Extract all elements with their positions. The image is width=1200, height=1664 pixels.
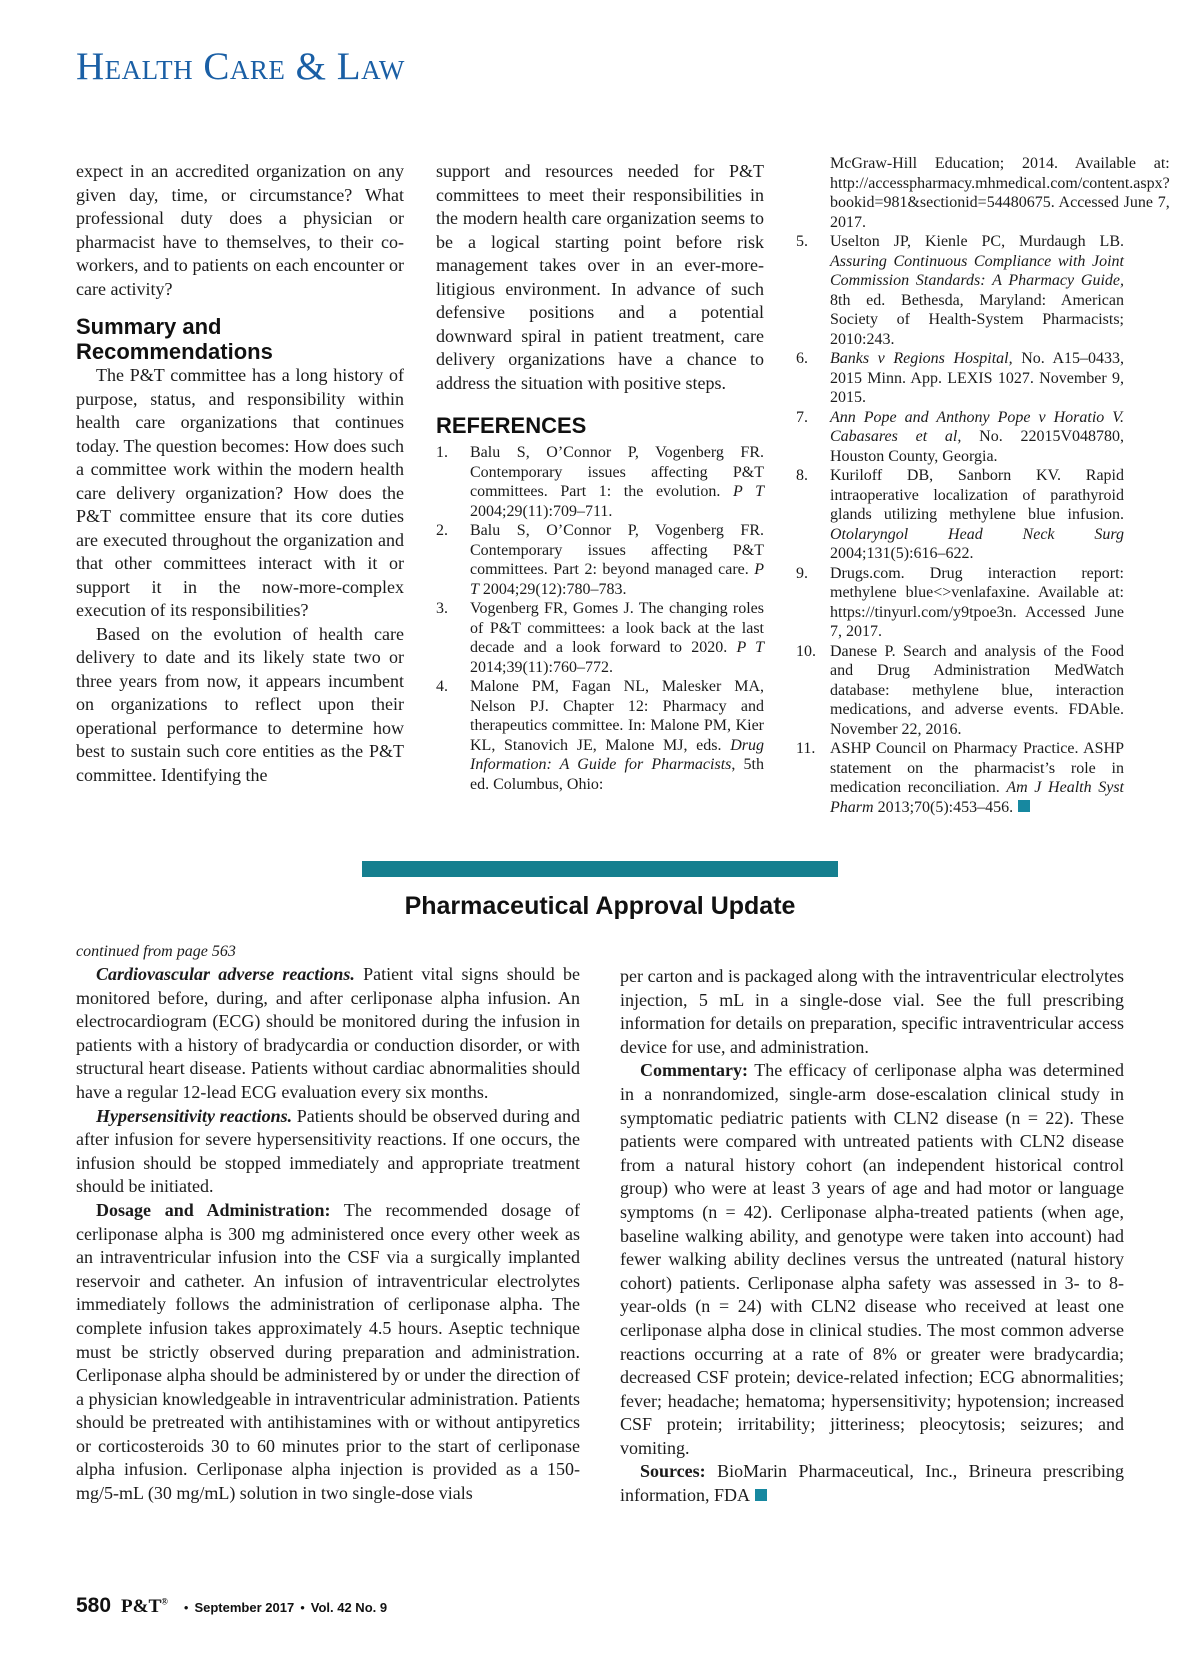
left-column (76, 160, 404, 787)
continued-note: continued from page 563 (76, 943, 236, 960)
reference-item: 7. Ann Pope and Anthony Pope v Horatio V. Cabasares et al, No. 22015V048780, Houston County, Georgia. (796, 408, 1124, 465)
paragraph: support and resources needed for P&T committees to meet their responsibilities in the modern health care organization seems to be a logical starting point before risk management takes over in an ever-more-litigious environment. In advance of such defensive positions and a potential downward spiral in patient treatment, care delivery organizations have a chance to address the situation with positive steps. (436, 161, 764, 393)
paragraph: Commentary: The efficacy of cerliponase alpha was determined in a nonrandomized, single-arm dose-escalation clinical study in symptomatic pediatric patients with CLN2 disease (n = 22). These patients were compared with untreated patients with CLN2 disease from a natural history cohort (an independent historical control group) who were at least 3 years of age and had motor or language symptoms (n = 42). Cerliponase alpha-treated patients (when age, baseline walking ability, and genotype were taken into account) had fewer walking ability declines versus the untreated (natural history cohort) patients. Cerliponase alpha safety was assessed in 3- to 8-year-olds (n = 24) with CLN2 disease who received at least one cerliponase alpha dose in clinical studies. The most common adverse reactions occurring at a rate of 8% or greater were bradycardia; decreased CSF protein; device-related infection; ECG abnormalities; fever; headache; hematoma; hypersensitivity; hypotension; increased CSF protein; irritability; jitteriness; pleocytosis; seizures; and vomiting. (620, 1060, 1124, 1458)
issue-date: September 2017 (194, 1600, 295, 1615)
reference-item: 5. Uselton JP, Kienle PC, Murdaugh LB. Assuring Continuous Compliance with Joint Commission Standards: A Pharmacy Guide, 8th ed. Bethesda, Maryland: American Society of Health-System Pharmacists; 2010:243. (796, 233, 1124, 348)
reference-item: 2. Balu S, O’Connor P, Vogenberg FR. Contemporary issues affecting P&T committees. Part 2: beyond managed care. P T 2004;29(12):780–783. (436, 522, 764, 598)
reference-item: 3. Vogenberg FR, Gomes J. The changing roles of P&T committees: a look back at the last decade and a look forward to 2020. P T 2014;39(11):760–772. (436, 600, 765, 676)
reference-item: 9. Drugs.com. Drug interaction report: methylene blue<>venlafaxine. Available at: https://tinyurl.com/y9tpoe3n. Accessed June 7, 2017. (796, 564, 1124, 640)
end-mark-icon (755, 1489, 767, 1501)
reference-item: 4. Malone PM, Fagan NL, Malesker MA, Nelson PJ. Chapter 12: Pharmacy and therapeutics committee. In: Malone PM, Kier KL, Stanovich JE, Malone MJ, eds. Drug Information: A Guide for Pharmacists, 5th ed. Columbus, Ohio: (436, 678, 764, 793)
references-heading: REFERENCES (436, 413, 587, 438)
summary-heading: Summary and Recommendations (76, 314, 273, 364)
pau-left-column (76, 941, 580, 1506)
section-divider-bar (362, 861, 838, 877)
reference-item: McGraw-Hill Education; 2014. Available at: http://accesspharmacy.mhmedical.com/content.aspx?bookid=981&sectionid=54480675. Accessed June 7, 2017. (830, 155, 1170, 231)
reference-item: 1. Balu S, O’Connor P, Vogenberg FR. Contemporary issues affecting P&T committees. Part 1: the evolution. P T 2004;29(11):709–711. (436, 444, 764, 520)
paragraph: Based on the evolution of health care delivery to date and its likely state two or three years from now, it appears incumbent on organizations to reflect upon their operational performance to determine how best to sustain such core entities as the P&T committee. Identifying the (76, 623, 404, 785)
paragraph: expect in an accredited organization on any given day, time, or circumstance? What professional duty does a physician or pharmacist have to themselves, to their co-workers, and to patients on each encounter or care activity? (76, 161, 404, 299)
reference-item: 11. ASHP Council on Pharmacy Practice. ASHP statement on the pharmacist’s role in medication reconciliation. Am J Health Syst Pharm 2013;70(5):453–456. (796, 740, 1124, 816)
paragraph: Sources: BioMarin Pharmaceutical, Inc., Brineura prescribing information, FDA (620, 1461, 1124, 1506)
reference-item: 10. Danese P. Search and analysis of the Food and Drug Administration MedWatch database: methylene blue, interaction medications, and adverse events. FDAble. November 22, 2016. (796, 642, 1124, 738)
journal-name: P&T® (121, 1596, 168, 1617)
end-mark-icon (1018, 800, 1030, 812)
page-footer (76, 1594, 387, 1618)
reference-list (436, 443, 764, 794)
separator: • (300, 1600, 305, 1615)
separator: • (183, 1600, 189, 1615)
issue-volume: Vol. 42 No. 9 (310, 1600, 388, 1615)
pau-title: Pharmaceutical Approval Update (404, 892, 796, 920)
reference-item: 8. Kuriloff DB, Sanborn KV. Rapid intraoperative localization of parathyroid glands utilizing methylene blue infusion. Otolaryngol Head Neck Surg 2004;131(5):616–622. (796, 467, 1124, 562)
pau-right-column (620, 965, 1124, 1508)
page-number: 580 (76, 1594, 112, 1617)
section-title: Health Care & Law (76, 45, 405, 88)
paragraph: Hypersensitivity reactions. Patients should be observed during and after infusion for severe hypersensitivity reactions. If one occurs, the infusion should be stopped immediately and appropriate treatment should be initiated. (76, 1105, 580, 1197)
right-column (796, 154, 1170, 817)
paragraph: The P&T committee has a long history of purpose, status, and responsibility within health care organizations that continues today. The question becomes: How does such a committee work within the modern health care delivery organization? How does the P&T committee ensure that its core duties are executed throughout the organization and that other committees interact with it or support it in the now-more-complex execution of its responsibilities? (76, 365, 404, 620)
paragraph: Dosage and Administration: The recommended dosage of cerliponase alpha is 300 mg administered once every other week as an intraventricular infusion into the CSF via a surgically implanted reservoir and catheter. An infusion of intraventricular electrolytes immediately follows the administration of cerliponase alpha. The complete infusion takes approximately 4.5 hours. Aseptic technique must be strictly observed during preparation and administration. Cerliponase alpha should be administered by or under the direction of a physician knowledgeable in intraventricular administration. Patients should be pretreated with antihistamines with or without antipyretics or corticosteroids 30 to 60 minutes prior to the start of cerliponase alpha infusion. Cerliponase alpha injection is provided as a 150-mg/5-mL (30 mg/mL) solution in two single-dose vials (76, 1199, 581, 1504)
paragraph: Cardiovascular adverse reactions. Patient vital signs should be monitored before, during, and after cerliponase alpha infusion. An electrocardiogram (ECG) should be monitored during the infusion in patients with a history of bradycardia or conduction disorder, or with structural heart disease. Patients without cardiac abnormalities should have a regular 12-lead ECG evaluation every six months. (76, 964, 580, 1102)
middle-column (436, 160, 764, 794)
reference-item: 6. Banks v Regions Hospital, No. A15–0433, 2015 Minn. App. LEXIS 1027. November 9, 2015. (796, 350, 1124, 406)
paragraph: per carton and is packaged along with the intraventricular electrolytes injection, 5 mL in a single-dose vial. See the full prescribing information for details on preparation, specific intraventricular access device for use, and administration. (620, 966, 1124, 1057)
